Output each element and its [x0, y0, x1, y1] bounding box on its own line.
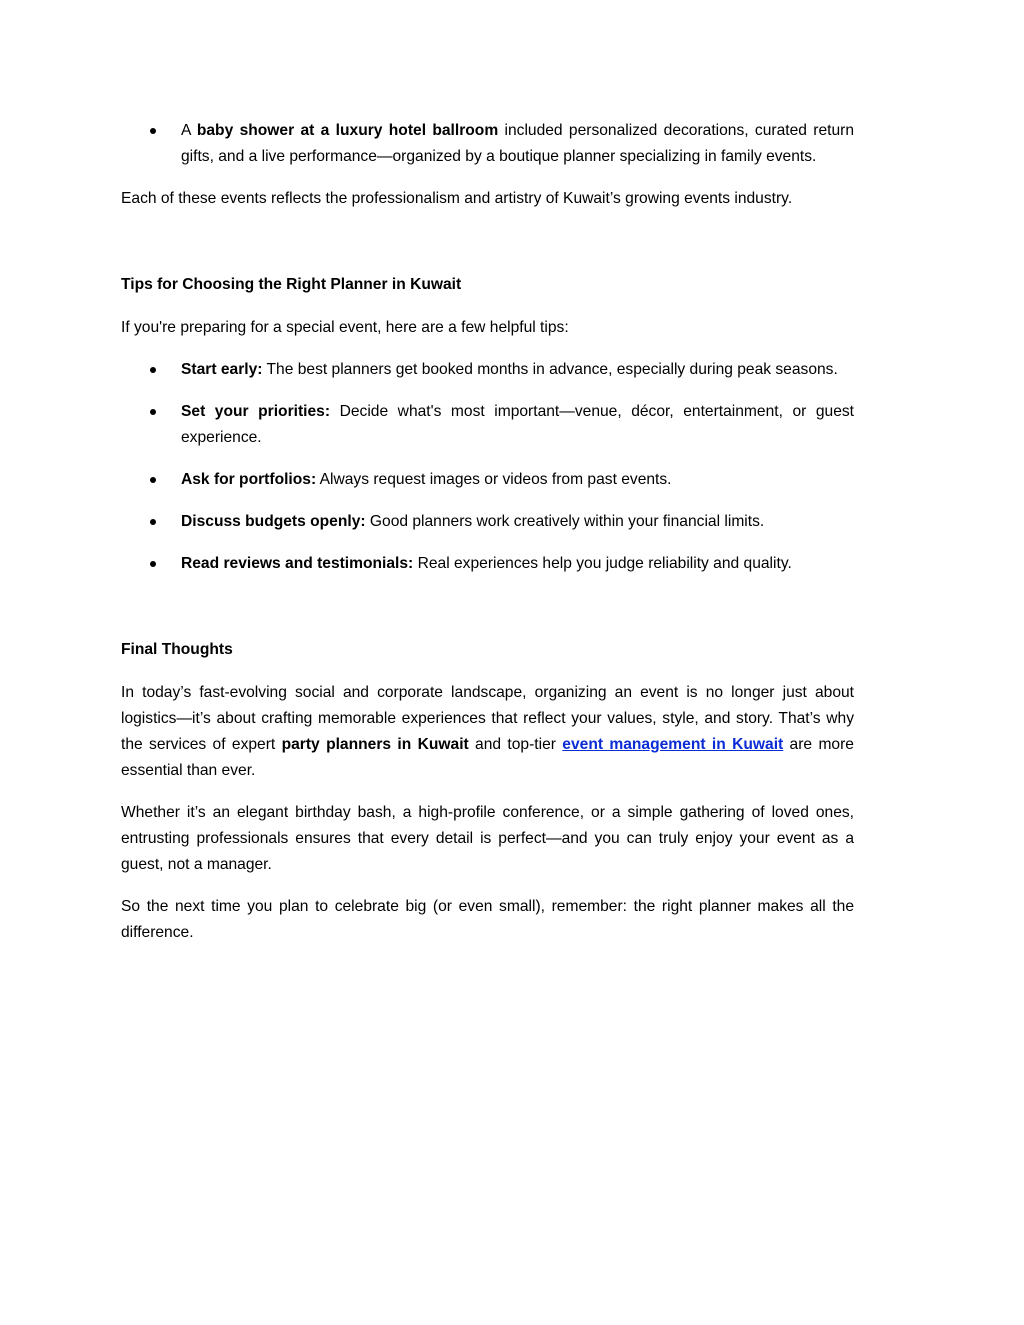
bullet-icon [150, 367, 156, 373]
tip-text: Always request images or videos from past events. [316, 471, 672, 488]
final-paragraph-3: So the next time you plan to celebrate big (or even small), remember: the right planner makes all the difference. [121, 898, 854, 941]
final-p1-text-a: In today’s fast-evolving social and corporate landscape, organizing an event is no longer just about logistics—it’s about crafting memorable experiences that reflect your values, style, and story. That’s why the services of expert [121, 684, 854, 753]
tip-text: Good planners work creatively within your financial limits. [365, 513, 765, 530]
document-page [121, 118, 854, 962]
final-paragraph-2: Whether it’s an elegant birthday bash, a high-profile conference, or a simple gathering of loved ones, entrusting professionals ensures that every detail is perfect—and you can truly enjoy your event as a guest, not a manager. [121, 804, 854, 873]
final-thoughts-heading: Final Thoughts [121, 641, 233, 658]
tip-read-reviews [121, 551, 854, 577]
tip-discuss-budgets [121, 509, 854, 535]
tip-label: Set your priorities: [181, 403, 331, 420]
tip-start-early [121, 357, 854, 383]
final-p1-text-c: are more essential than ever. [121, 736, 854, 779]
tips-intro-paragraph: If you're preparing for a special event, here are a few helpful tips: [121, 319, 569, 336]
bullet-icon [150, 409, 156, 415]
list-item [121, 118, 854, 170]
tip-text: Decide what's most important—venue, décor, entertainment, or guest experience. [181, 403, 855, 446]
event-management-link[interactable]: event management in Kuwait [562, 736, 784, 753]
bullet-icon [150, 128, 156, 134]
tip-text: The best planners get booked months in advance, especially during peak seasons. [262, 361, 838, 378]
bullet-icon [150, 561, 156, 567]
final-p1-text-b: and top-tier [468, 736, 563, 753]
tip-label: Read reviews and testimonials: [181, 555, 414, 572]
bullet-icon [150, 519, 156, 525]
list-item-text: included personalized decorations, curated return gifts, and a live performance—organized by a boutique planner specializing in family events. [181, 122, 854, 165]
tip-ask-portfolios [121, 467, 854, 493]
tips-list [121, 357, 854, 577]
tip-label: Discuss budgets openly: [181, 513, 366, 530]
tip-text: Real experiences help you judge reliability and quality. [413, 555, 792, 572]
bullet-icon [150, 477, 156, 483]
tip-set-priorities [121, 399, 854, 451]
list-item-bold: baby shower at a luxury hotel ballroom [196, 122, 499, 139]
list-item-prefix: A [181, 122, 197, 139]
tips-heading: Tips for Choosing the Right Planner in Kuwait [121, 276, 462, 293]
tip-label: Start early: [181, 361, 263, 378]
events-summary-paragraph: Each of these events reflects the professionalism and artistry of Kuwait’s growing events industry. [121, 190, 793, 207]
final-p1-bold: party planners in Kuwait [281, 736, 469, 753]
events-list [121, 118, 854, 170]
tip-label: Ask for portfolios: [181, 471, 317, 488]
final-paragraph-1 [121, 680, 854, 784]
